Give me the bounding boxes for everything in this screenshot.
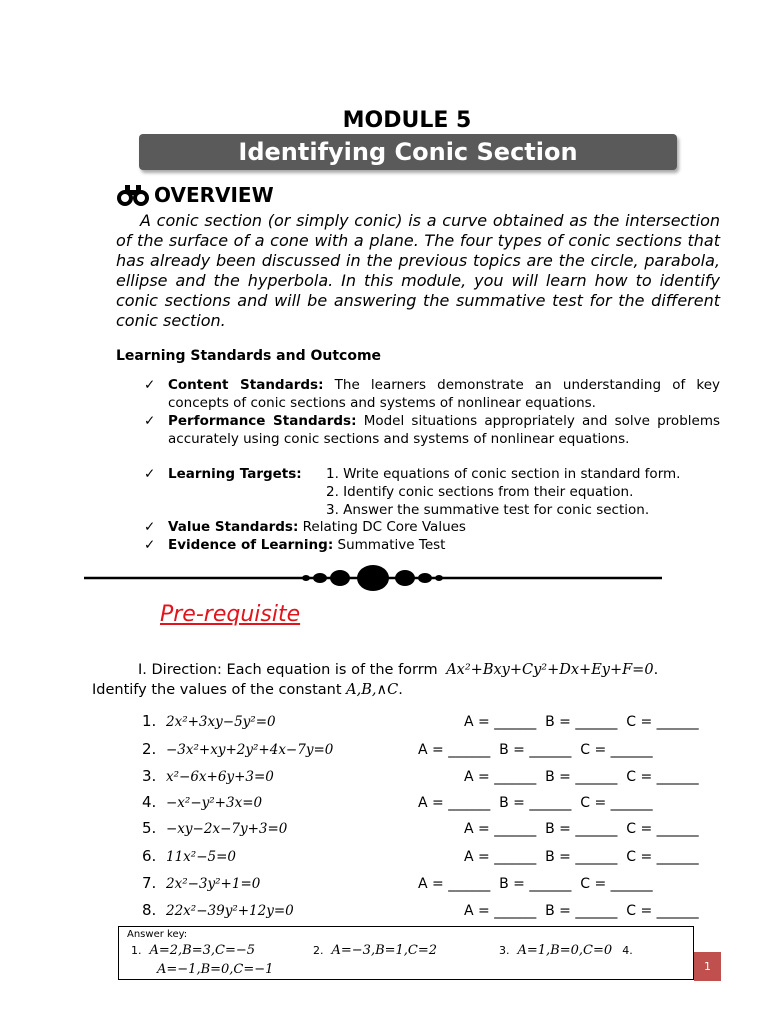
- learning-standards-heading: Learning Standards and Outcome: [116, 348, 382, 364]
- answer-blanks: A = ______ B = ______ C = ______: [418, 742, 653, 758]
- answer-blanks: A = ______ B = ______ C = ______: [464, 849, 699, 865]
- value-standards-label: Value Standards:: [168, 519, 299, 535]
- answer-key-value: A=1,B=0,C=0: [517, 943, 613, 958]
- ornamental-divider: [84, 562, 664, 594]
- equation-number: 7.: [142, 874, 157, 892]
- learning-targets-label: Learning Targets:: [168, 466, 302, 482]
- answer-blanks: A = ______ B = ______ C = ______: [464, 821, 699, 837]
- answer-key-number: 1.: [131, 944, 142, 957]
- equation-number: 4.: [142, 793, 157, 811]
- content-standards-text: The learners demonstrate an understanding of key concepts of conic sections and systems of nonlinear equations.: [168, 377, 720, 411]
- equation-expression: −x²−y²+3x=0: [166, 795, 263, 811]
- answer-key-number: 2.: [313, 944, 324, 957]
- answer-blanks: A = ______ B = ______ C = ______: [464, 903, 699, 919]
- learning-target: 1. Write equations of conic section in standard form.: [326, 466, 681, 482]
- value-standards-text: Relating DC Core Values: [302, 519, 466, 535]
- answer-blanks: A = ______ B = ______ C = ______: [418, 876, 653, 892]
- answer-key-number: 3.: [499, 944, 510, 957]
- equation-number: 8.: [142, 901, 157, 919]
- module-title-banner: Identifying Conic Section: [139, 134, 677, 170]
- learning-target: 3. Answer the summative test for conic section.: [326, 502, 650, 518]
- direction-text: [92, 660, 732, 700]
- direction-end: .: [398, 682, 403, 698]
- direction-lead: I. Direction: Each equation is of the forrm: [138, 662, 438, 678]
- prerequisite-heading: Pre-requisite: [160, 602, 301, 627]
- equation-number: 5.: [142, 819, 157, 837]
- check-icon: ✓: [144, 519, 156, 535]
- overview-paragraph: A conic section (or simply conic) is a curve obtained as the intersection of the surface of a cone with a plane. The four types of conic sections that has already been discussed in the previous topics are the circle, parabola, ellipse and the hyperbola. In this module, you will learn how to identify conic sections and will be answering the summative test for the different conic section.: [116, 211, 720, 330]
- answer-key-box: [118, 926, 694, 980]
- answer-key-value: A=−1,B=0,C=−1: [157, 962, 274, 977]
- answer-blanks: A = ______ B = ______ C = ______: [418, 795, 653, 811]
- overview-heading-text: OVERVIEW: [154, 183, 274, 207]
- check-icon: ✓: [144, 377, 156, 393]
- constants-list: A,B,∧C: [346, 682, 399, 698]
- learning-target: 2. Identify conic sections from their equation.: [326, 484, 634, 500]
- module-number: MODULE 5: [342, 108, 472, 133]
- value-standards-item: [144, 518, 720, 536]
- evidence-label: Evidence of Learning:: [168, 537, 334, 553]
- answer-key-item: [157, 962, 273, 977]
- equation-number: 1.: [142, 712, 157, 730]
- performance-standards-item: [144, 412, 720, 448]
- performance-standards-label: Performance Standards:: [168, 413, 357, 429]
- direction-period: .: [653, 662, 659, 678]
- answer-blanks: A = ______ B = ______ C = ______: [464, 714, 699, 730]
- answer-key-item: [313, 943, 437, 958]
- overview-heading: [116, 183, 274, 207]
- answer-key-label: Answer key:: [127, 929, 188, 940]
- evidence-text: Summative Test: [337, 537, 446, 553]
- evidence-of-learning-item: [144, 536, 720, 554]
- equation-number: 3.: [142, 767, 157, 785]
- direction-line2: Identify the values of the constant: [92, 682, 342, 698]
- content-standards-label: Content Standards:: [168, 377, 324, 393]
- equation-expression: 11x²−5=0: [166, 849, 237, 865]
- equation-expression: 2x²+3xy−5y²=0: [166, 714, 276, 730]
- performance-standards-text: Model situations appropriately and solve problems accurately using conic sections and systems of nonlinear equations.: [168, 413, 720, 447]
- answer-key-value: A=−3,B=1,C=2: [331, 943, 438, 958]
- answer-key-value: A=2,B=3,C=−5: [149, 943, 256, 958]
- equation-expression: 2x²−3y²+1=0: [166, 876, 261, 892]
- equation-number: 2.: [142, 740, 157, 758]
- check-icon: ✓: [144, 413, 156, 429]
- page-number: 1: [694, 952, 721, 981]
- answer-key-number: 4.: [622, 944, 633, 957]
- learning-targets-list: [326, 465, 680, 519]
- binoculars-icon: [116, 183, 150, 207]
- equation-expression: −3x²+xy+2y²+4x−7y=0: [166, 742, 334, 758]
- answer-key-item: [131, 943, 255, 958]
- check-icon: ✓: [144, 466, 156, 482]
- content-standards-item: [144, 376, 720, 412]
- equation-number: 6.: [142, 847, 157, 865]
- equation-expression: −xy−2x−7y+3=0: [166, 821, 288, 837]
- check-icon: ✓: [144, 537, 156, 553]
- equation-expression: x²−6x+6y+3=0: [166, 769, 274, 785]
- answer-blanks: A = ______ B = ______ C = ______: [464, 769, 699, 785]
- equation-expression: 22x²−39y²+12y=0: [166, 903, 294, 919]
- general-form-equation: Ax²+Bxy+Cy²+Dx+Ey+F=0: [446, 662, 654, 678]
- answer-key-item: [499, 943, 641, 958]
